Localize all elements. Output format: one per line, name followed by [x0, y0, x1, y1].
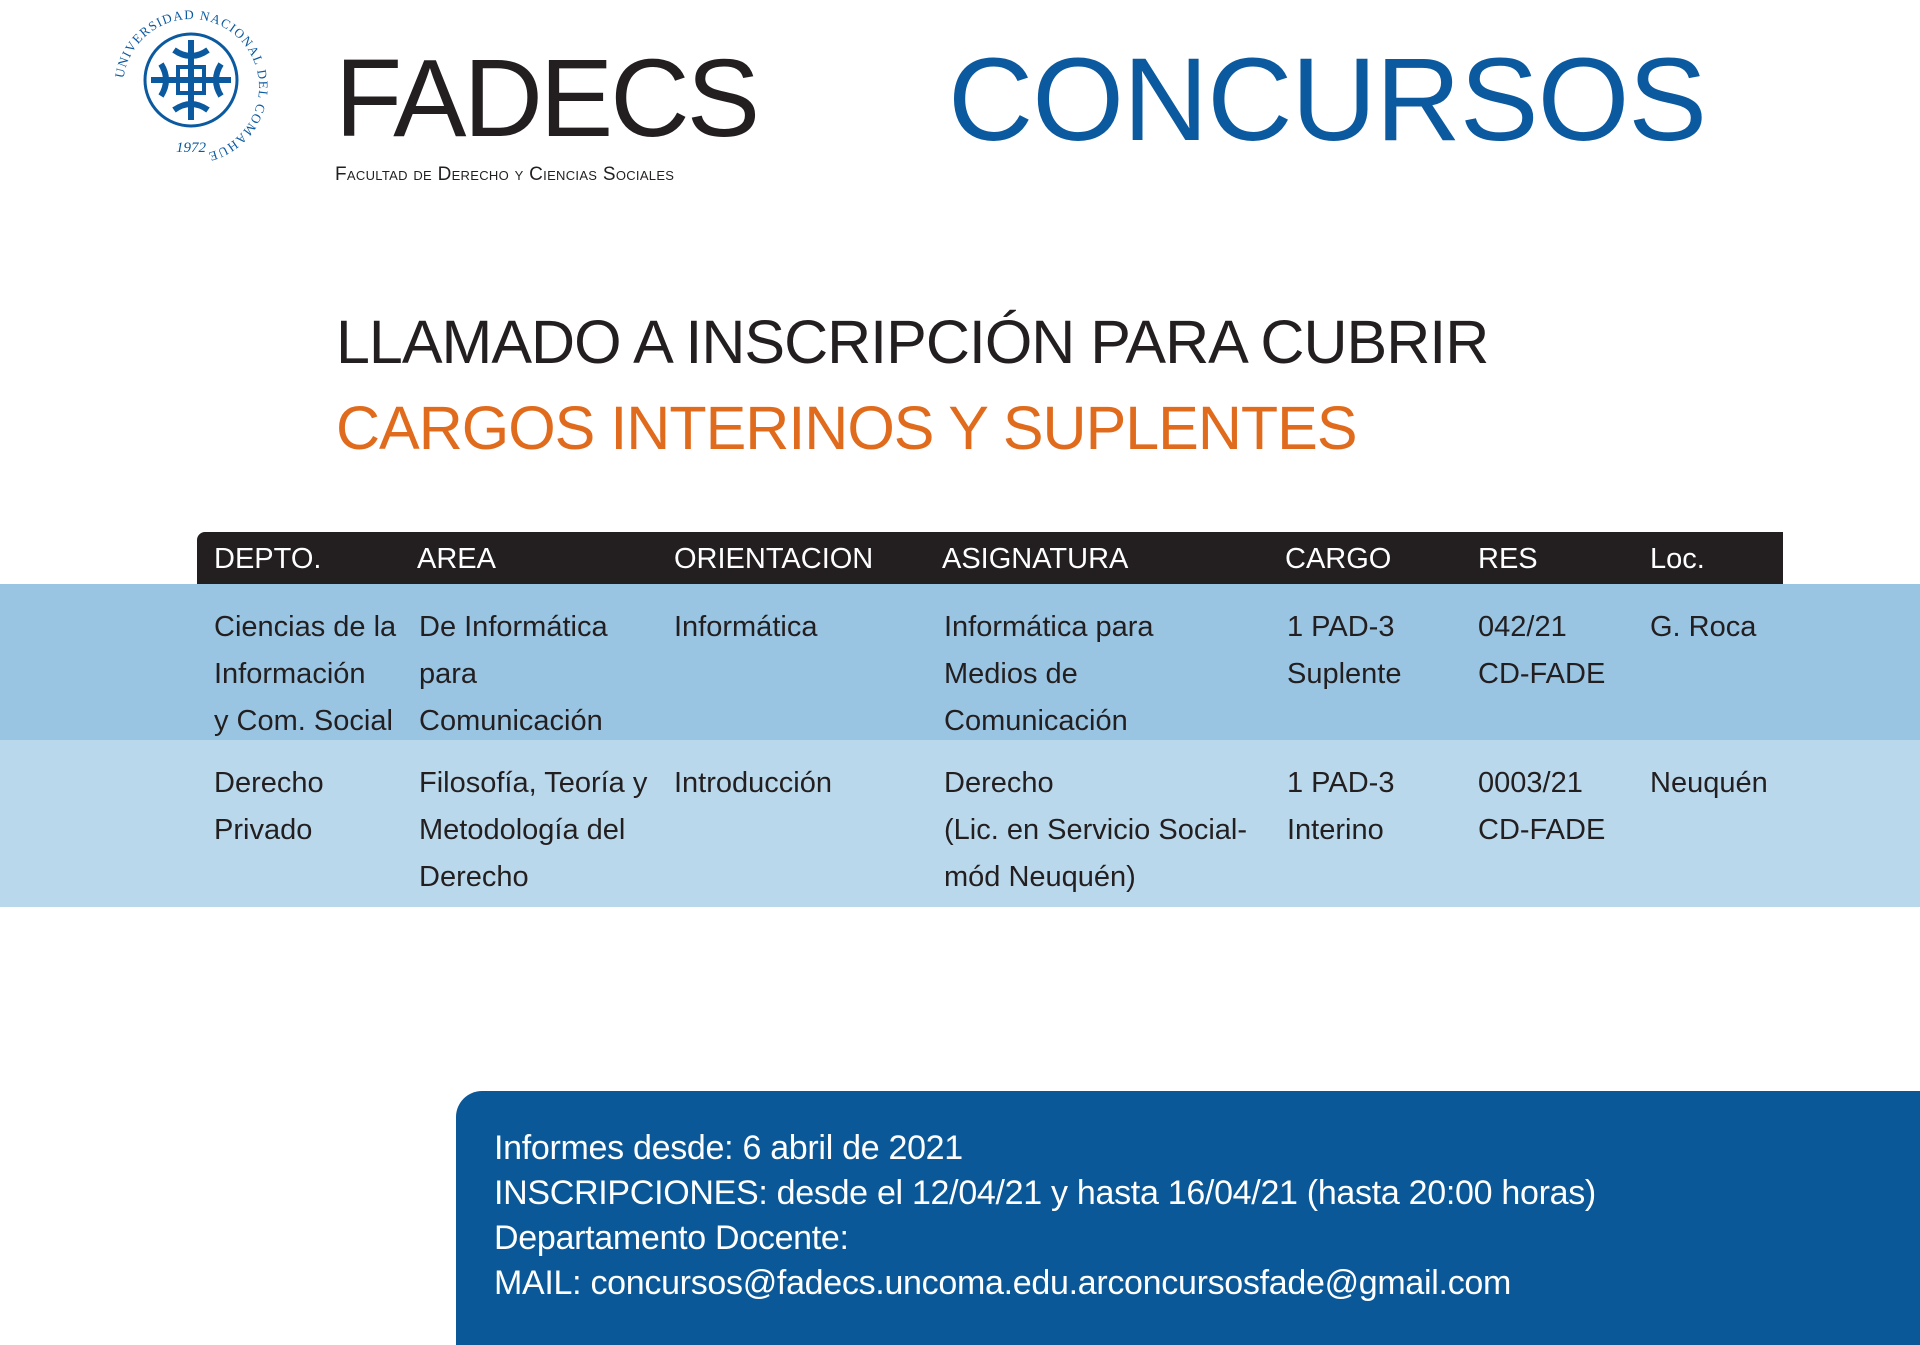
column-header-loc: Loc. [1650, 543, 1705, 575]
table-row [0, 584, 1920, 740]
brand-block [335, 37, 758, 186]
cell-res: 042/21 CD-FADE [1478, 611, 1606, 690]
cell-orientacion: Informática [674, 611, 818, 643]
cell-loc: Neuquén [1650, 767, 1768, 799]
seal-ring-text: UNIVERSIDAD NACIONAL DEL COMAHUE [111, 6, 272, 165]
column-header-asignatura: ASIGNATURA [942, 543, 1129, 575]
column-header-area: AREA [417, 543, 496, 575]
column-header-cargo: CARGO [1285, 543, 1392, 575]
cell-cargo: 1 PAD-3 Interino [1287, 767, 1395, 846]
section-title: CONCURSOS [948, 34, 1707, 166]
university-seal-logo [106, 2, 276, 172]
cell-orientacion: Introducción [674, 767, 832, 799]
seal-year: 1972 [176, 140, 206, 156]
cell-asignatura: Informática para Medios de Comunicación [944, 611, 1154, 737]
cell-asignatura: Derecho (Lic. en Servicio Social- mód Neuquén) [944, 767, 1247, 893]
column-header-depto: DEPTO. [214, 543, 322, 575]
brand-title: FADECS [335, 37, 758, 160]
info-box [456, 1091, 1920, 1345]
headline [336, 306, 1488, 464]
column-header-res: RES [1478, 543, 1538, 575]
table-header [197, 532, 1783, 584]
table-row [0, 740, 1920, 907]
headline-line-1: LLAMADO A INSCRIPCIÓN PARA CUBRIR [336, 308, 1489, 376]
column-header-orientacion: ORIENTACION [674, 543, 874, 575]
info-registration: INSCRIPCIONES: desde el 12/04/21 y hasta 16/04/21 (hasta 20:00 horas) [494, 1174, 1596, 1212]
cell-loc: G. Roca [1650, 611, 1757, 643]
brand-subtitle: Facultad de Derecho y Ciencias Sociales [335, 164, 675, 185]
info-mail: MAIL: concursos@fadecs.uncoma.edu.arconcursosfade@gmail.com [494, 1264, 1512, 1302]
cell-depto: Ciencias de la Información y Com. Social [214, 611, 397, 737]
cell-res: 0003/21 CD-FADE [1478, 767, 1606, 846]
seal-emblem [145, 34, 237, 126]
cell-area: Filosofía, Teoría y Metodología del Derecho [419, 767, 648, 893]
headline-line-2: CARGOS INTERINOS Y SUPLENTES [336, 394, 1357, 462]
cell-depto: Derecho Privado [214, 767, 324, 846]
cell-area: De Informática para Comunicación [419, 611, 608, 737]
info-dates: Informes desde: 6 abril de 2021 [494, 1129, 963, 1167]
seal-graphic [106, 2, 276, 172]
cell-cargo: 1 PAD-3 Suplente [1287, 611, 1402, 690]
info-department: Departamento Docente: [494, 1219, 849, 1257]
